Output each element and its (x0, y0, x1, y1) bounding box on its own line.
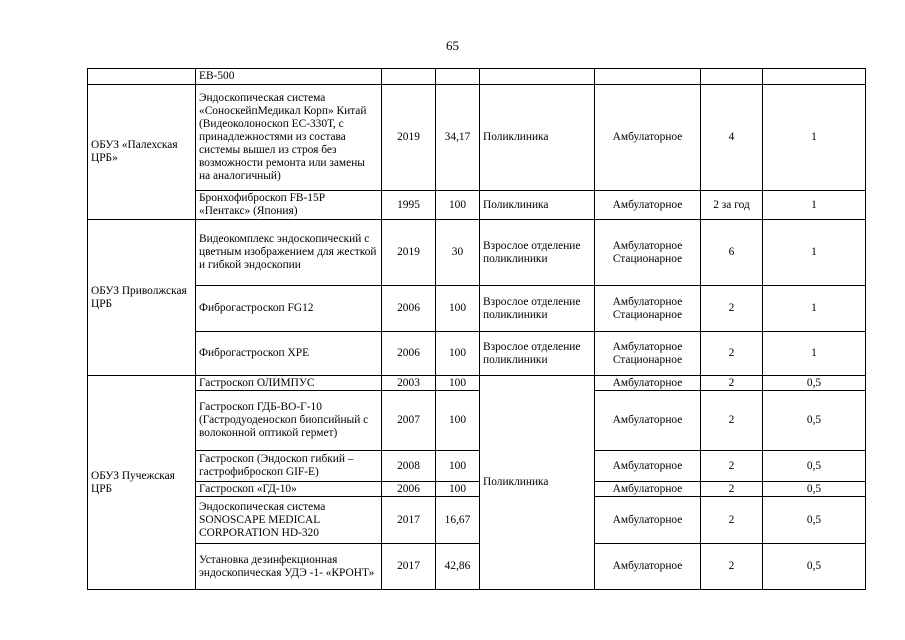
device-cell: Гастроскоп ГДБ-ВО-Г-10 (Гастродуоденоскоп биопсийный с волоконной оптикой гермет) (196, 391, 382, 451)
load-cell: 6 (701, 220, 763, 286)
year-cell: 2017 (382, 497, 436, 544)
qty-cell: 0,5 (763, 544, 866, 590)
year-cell: 2017 (382, 544, 436, 590)
device-cell: Фиброгастроскоп FG12 (196, 286, 382, 332)
qty-cell: 0,5 (763, 497, 866, 544)
table-row (88, 69, 866, 85)
mode-cell: Амбулаторное (595, 482, 701, 497)
year-cell: 2007 (382, 391, 436, 451)
year-cell: 2006 (382, 286, 436, 332)
mode-cell: Амбулаторное (595, 544, 701, 590)
device-cell: Эндоскопическая система «СоноскейпМедикал Корп» Китай (Видеоколоноскоп ЕС-330Т, с принадлежностями из состава системы вышел из строя без возможности ремонта или замены на аналогичный) (196, 85, 382, 191)
wear-cell: 100 (436, 391, 480, 451)
table-row (88, 497, 866, 544)
wear-cell (436, 69, 480, 85)
load-cell: 2 (701, 482, 763, 497)
dept-cell (480, 69, 595, 85)
mode-cell: Амбулаторное (595, 497, 701, 544)
load-cell: 2 (701, 497, 763, 544)
table-row (88, 544, 866, 590)
qty-cell: 0,5 (763, 482, 866, 497)
year-cell: 2006 (382, 482, 436, 497)
page-number: 65 (446, 38, 459, 53)
load-cell: 2 (701, 332, 763, 376)
wear-cell: 34,17 (436, 85, 480, 191)
qty-cell: 1 (763, 286, 866, 332)
table-row (88, 286, 866, 332)
load-cell: 4 (701, 85, 763, 191)
year-cell: 2019 (382, 220, 436, 286)
table-row (88, 482, 866, 497)
qty-cell: 1 (763, 85, 866, 191)
wear-cell: 100 (436, 482, 480, 497)
load-cell: 2 (701, 286, 763, 332)
year-cell: 2019 (382, 85, 436, 191)
dept-cell: Взрослое отделение поликлиники (480, 332, 595, 376)
qty-cell: 1 (763, 332, 866, 376)
org-cell: ОБУЗ «Палехская ЦРБ» (88, 85, 196, 220)
year-cell: 2003 (382, 376, 436, 391)
year-cell: 2008 (382, 451, 436, 482)
load-cell: 2 (701, 544, 763, 590)
wear-cell: 100 (436, 286, 480, 332)
qty-cell: 1 (763, 191, 866, 220)
wear-cell: 100 (436, 332, 480, 376)
load-cell: 2 (701, 391, 763, 451)
year-cell (382, 69, 436, 85)
table-row (88, 220, 866, 286)
org-cell (88, 69, 196, 85)
equipment-table (87, 68, 866, 590)
device-cell: Гастроскоп «ГД-10» (196, 482, 382, 497)
table-row (88, 191, 866, 220)
table-row (88, 85, 866, 191)
mode-cell: Амбулаторное Стационарное (595, 286, 701, 332)
table-row (88, 332, 866, 376)
wear-cell: 30 (436, 220, 480, 286)
qty-cell: 0,5 (763, 451, 866, 482)
qty-cell: 0,5 (763, 391, 866, 451)
dept-cell: Поликлиника (480, 191, 595, 220)
mode-cell: Амбулаторное (595, 191, 701, 220)
device-cell: Гастроскоп (Эндоскоп гибкий –гастрофиброскоп GIF-E) (196, 451, 382, 482)
wear-cell: 100 (436, 191, 480, 220)
mode-cell: Амбулаторное (595, 376, 701, 391)
wear-cell: 100 (436, 451, 480, 482)
mode-cell: Амбулаторное Стационарное (595, 332, 701, 376)
load-cell: 2 (701, 376, 763, 391)
qty-cell: 1 (763, 220, 866, 286)
device-cell: Бронхофиброскоп FB-15P «Пентакс» (Япония) (196, 191, 382, 220)
table-row (88, 376, 866, 391)
device-cell: ЕВ-500 (196, 69, 382, 85)
device-cell: Фиброгастроскоп XPE (196, 332, 382, 376)
mode-cell: Амбулаторное Стационарное (595, 220, 701, 286)
wear-cell: 16,67 (436, 497, 480, 544)
org-cell: ОБУЗ Приволжская ЦРБ (88, 220, 196, 376)
mode-cell (595, 69, 701, 85)
qty-cell (763, 69, 866, 85)
device-cell: Видеокомплекс эндоскопический с цветным изображением для жесткой и гибкой эндоскопии (196, 220, 382, 286)
year-cell: 2006 (382, 332, 436, 376)
year-cell: 1995 (382, 191, 436, 220)
table-row (88, 391, 866, 451)
load-cell: 2 (701, 451, 763, 482)
device-cell: Установка дезинфекционная эндоскопическая УДЭ -1- «КРОНТ» (196, 544, 382, 590)
wear-cell: 42,86 (436, 544, 480, 590)
table-row (88, 451, 866, 482)
load-cell: 2 за год (701, 191, 763, 220)
mode-cell: Амбулаторное (595, 85, 701, 191)
device-cell: Эндоскопическая система SONOSCAPE MEDICAL CORPORATION HD-320 (196, 497, 382, 544)
dept-cell: Поликлиника (480, 85, 595, 191)
wear-cell: 100 (436, 376, 480, 391)
mode-cell: Амбулаторное (595, 451, 701, 482)
dept-cell: Взрослое отделение поликлиники (480, 220, 595, 286)
dept-cell: Поликлиника (480, 376, 595, 590)
mode-cell: Амбулаторное (595, 391, 701, 451)
dept-cell: Взрослое отделение поликлиники (480, 286, 595, 332)
device-cell: Гастроскоп ОЛИМПУС (196, 376, 382, 391)
org-cell: ОБУЗ Пучежская ЦРБ (88, 376, 196, 590)
load-cell (701, 69, 763, 85)
qty-cell: 0,5 (763, 376, 866, 391)
